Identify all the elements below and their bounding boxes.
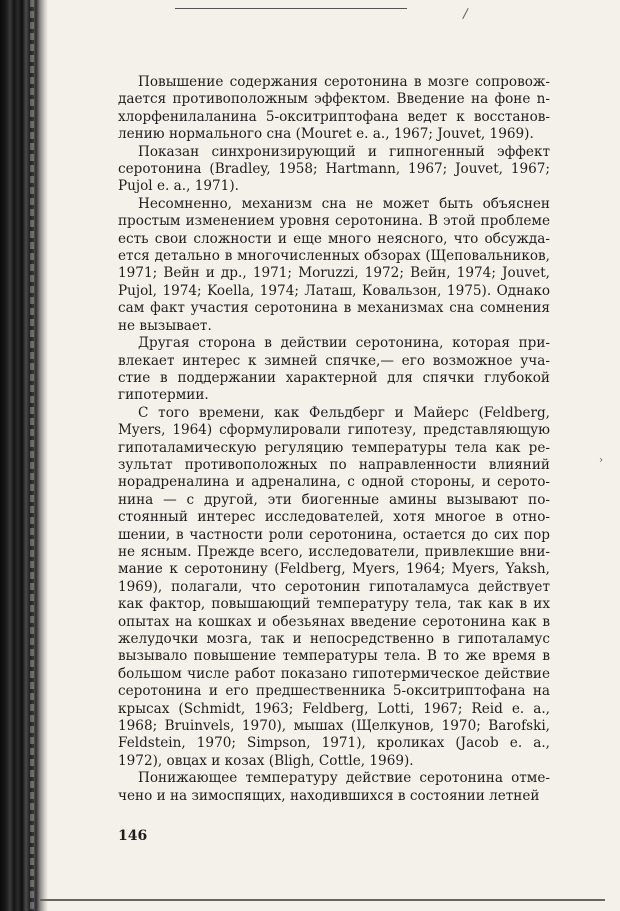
margin-mark: /	[461, 5, 470, 23]
paragraph: Повышение содержания серотонина в мозге сопровождается противоположным эффектом. Введение на фоне n-хлорфенилаланина 5-окситриптофана ведет к восстановлению нормального сна (Mouret e. a., 1967; Jouvet, 1969).	[118, 74, 550, 143]
paragraph: Понижающее температуру действие серотонина отмечено и на зимоспящих, находившихся в состоянии летней	[118, 770, 550, 804]
paragraph: Несомненно, механизм сна не может быть объяснен простым изменением уровня серотонина. В этой проблеме есть свои сложности и еще много неясного, что обсуждается детально в многочисленных обзорах (Щеповальников, 1971; Вейн и др., 1971; Moruzzi, 1972; Вейн, 1974; Jouvet, Pujol, 1974; Koella, 1974; Латаш, Ковальзон, 1975). Однако сам факт участия серотонина в механизмах сна сомнения не вызывает.	[118, 195, 550, 334]
scan-binding-stripes	[30, 0, 34, 911]
paragraph: Показан синхронизирующий и гипногенный эффект серотонина (Bradley, 1958; Hartmann, 1967; Jouvet, 1967; Pujol e. a., 1971).	[118, 143, 550, 195]
scan-binding-edge	[0, 0, 48, 911]
body-text	[118, 74, 550, 805]
paragraph: С того времени, как Фельдберг и Майерс (Feldberg, Myers, 1964) сформулировали гипотезу, представляющую гипоталамическую регуляцию температуры тела как результат противоположных по направленности влияний норадреналина и адреналина, с одной стороны, и серотонина — с другой, эти биогенные амины вызывают постоянный интерес исследователей, хотя многое в отношении, в частности роли серотонина, остается до сих пор не ясным. Прежде всего, исследователи, привлекшие внимание к серотонину (Feldberg, Myers, 1964; Myers, Yaksh, 1969), полагали, что серотонин гипоталамуса действует как фактор, повышающий температуру тела, так как в их опытах на кошках и обезьянах введение серотонина как в желудочки мозга, так и непосредственно в гипоталамус вызывало повышение температуры тела. В то же время в большом числе работ показано гипотермическое действие серотонина и его предшественника 5-окситриптофана на крысах (Schmidt, 1963; Feldberg, Lotti, 1967; Reid e. a., 1968; Bruinvels, 1970), мышах (Щелкунов, 1970; Barofski, Feldstein, 1970; Simpson, 1971), кроликах (Jacob e. a., 1972), овцах и козах (Bligh, Cottle, 1969).	[118, 404, 550, 769]
bottom-rule	[40, 899, 605, 901]
paragraph: Другая сторона в действии серотонина, которая привлекает интерес к зимней спячке,— его возможное участие в поддержании характерной для спячки глубокой гипотермии.	[118, 335, 550, 404]
page-number: 146	[118, 828, 148, 844]
top-rule	[175, 8, 407, 9]
side-mark: ›	[599, 455, 603, 466]
